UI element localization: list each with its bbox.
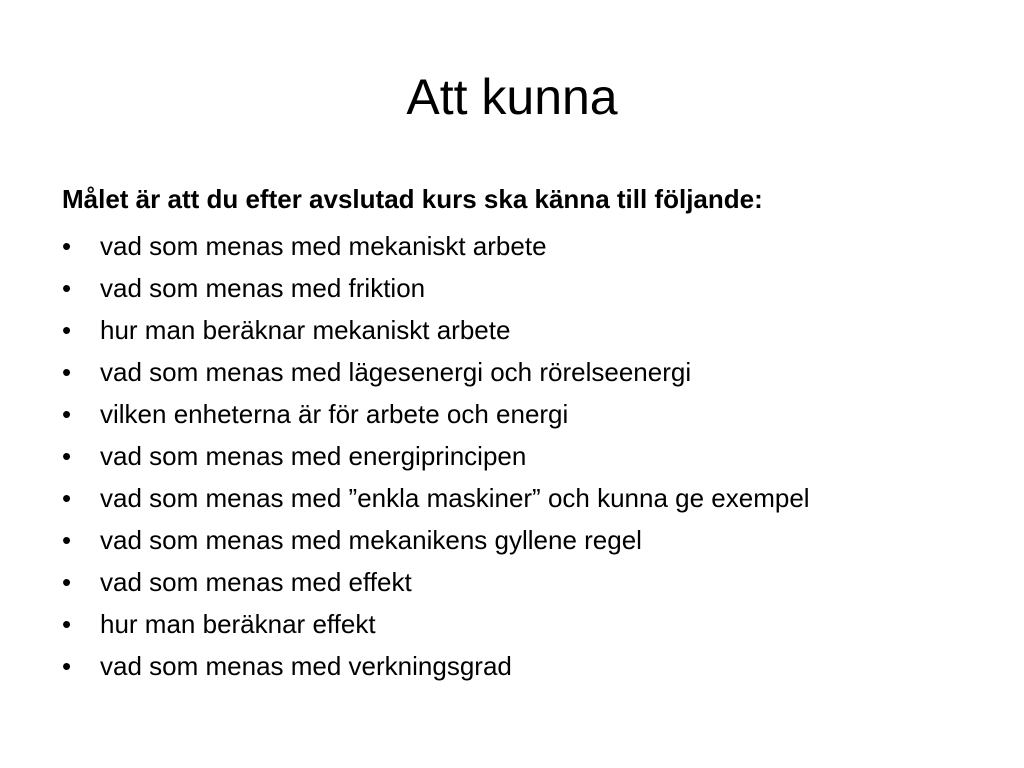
bullet-icon: • — [62, 399, 72, 429]
bullet-icon: • — [62, 609, 72, 639]
list-item-text: hur man beräknar mekaniskt arbete — [100, 315, 511, 345]
slide-title: Att kunna — [406, 69, 618, 125]
list-item-text: vilken enheterna är för arbete och energi — [100, 399, 569, 429]
bullet-list — [62, 230, 962, 682]
list-item-text: vad som menas med effekt — [100, 567, 412, 597]
bullet-icon: • — [62, 525, 72, 555]
slide-content — [62, 178, 962, 682]
list-item-text: vad som menas med energiprincipen — [100, 441, 527, 471]
list-item — [62, 650, 962, 682]
list-item-text: vad som menas med ”enkla maskiner” och kunna ge exempel — [100, 483, 810, 513]
bullet-icon: • — [62, 441, 72, 471]
list-item — [62, 566, 962, 598]
list-item — [62, 356, 962, 388]
bullet-icon: • — [62, 273, 72, 303]
list-item-text: hur man beräknar effekt — [100, 609, 376, 639]
bullet-icon: • — [62, 483, 72, 513]
list-item — [62, 398, 962, 430]
list-item-text: vad som menas med verkningsgrad — [100, 651, 512, 681]
list-item — [62, 230, 962, 262]
list-item-text: vad som menas med friktion — [100, 273, 426, 303]
list-item — [62, 314, 962, 346]
list-item — [62, 272, 962, 304]
bullet-icon: • — [62, 567, 72, 597]
list-item — [62, 482, 962, 514]
list-item — [62, 524, 962, 556]
bullet-icon: • — [62, 651, 72, 681]
list-item-text: vad som menas med mekanikens gyllene regel — [100, 525, 642, 555]
list-item-text: vad som menas med mekaniskt arbete — [100, 231, 547, 261]
list-item-text: vad som menas med lägesenergi och rörelseenergi — [100, 357, 692, 387]
bullet-icon: • — [62, 315, 72, 345]
bullet-icon: • — [62, 231, 72, 261]
list-item — [62, 608, 962, 640]
list-item — [62, 440, 962, 472]
intro-text: Målet är att du efter avslutad kurs ska känna till följande: — [62, 184, 763, 214]
bullet-icon: • — [62, 357, 72, 387]
